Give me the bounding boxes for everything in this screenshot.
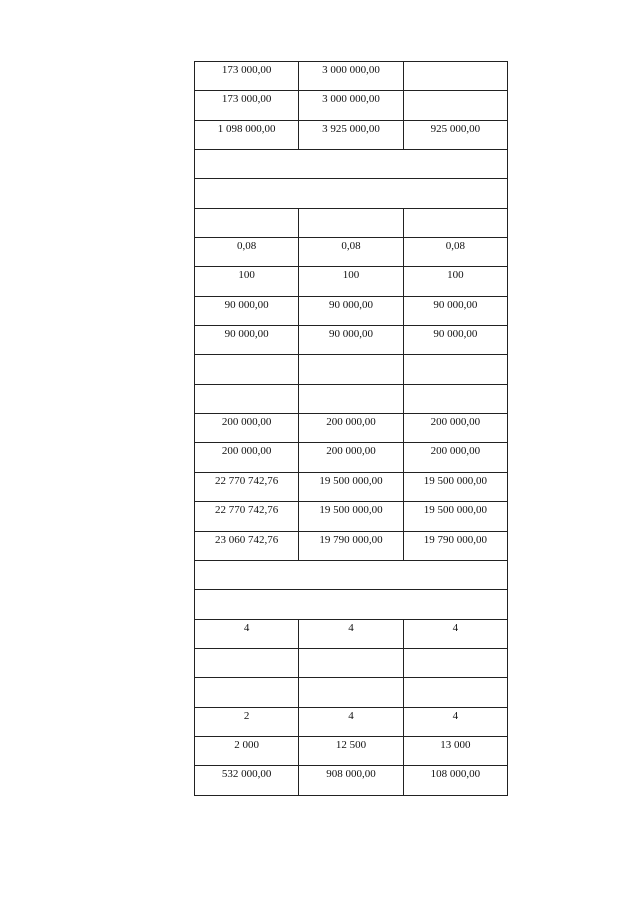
table-cell: 2 000 [195,736,299,765]
table-row [195,736,508,765]
table-row [195,560,508,589]
table-cell: 200 000,00 [299,443,403,472]
table-cell: 22 770 742,76 [195,502,299,531]
table-row [195,91,508,120]
table-cell: 22 770 742,76 [195,472,299,501]
table-row [195,238,508,267]
table-row [195,502,508,531]
table-row [195,355,508,384]
merged-cell [195,179,508,208]
table-row [195,766,508,795]
merged-cell [195,150,508,179]
table-cell: 4 [403,707,507,736]
data-table [194,61,508,796]
table-cell [299,648,403,677]
table-cell: 200 000,00 [403,443,507,472]
table-row [195,648,508,677]
table-cell: 12 500 [299,736,403,765]
table-cell: 19 790 000,00 [403,531,507,560]
table-row [195,443,508,472]
table-row [195,150,508,179]
table-row [195,414,508,443]
table-cell: 0,08 [195,238,299,267]
table-cell: 1 098 000,00 [195,120,299,149]
merged-cell [195,590,508,619]
table-cell [403,91,507,120]
table-cell: 0,08 [299,238,403,267]
table-cell [195,384,299,413]
table-row [195,267,508,296]
table-row [195,707,508,736]
table-row [195,531,508,560]
table-cell: 925 000,00 [403,120,507,149]
table-row [195,179,508,208]
table-row [195,619,508,648]
table-cell [403,208,507,237]
table-cell [403,648,507,677]
table-cell: 4 [299,707,403,736]
table-cell: 3 925 000,00 [299,120,403,149]
table-cell: 100 [299,267,403,296]
table-cell [403,384,507,413]
table-row [195,296,508,325]
table-cell: 4 [403,619,507,648]
table-cell [403,62,507,91]
table-row [195,120,508,149]
table-cell [299,384,403,413]
table-cell: 19 500 000,00 [403,472,507,501]
table-cell [195,648,299,677]
table-cell: 90 000,00 [299,296,403,325]
table-cell: 200 000,00 [299,414,403,443]
table-cell: 200 000,00 [403,414,507,443]
table-cell [195,678,299,707]
table-row [195,62,508,91]
table-cell: 23 060 742,76 [195,531,299,560]
table-cell: 4 [195,619,299,648]
table-cell: 19 500 000,00 [299,472,403,501]
table-cell: 173 000,00 [195,62,299,91]
table-cell [195,355,299,384]
table-cell [403,678,507,707]
table-cell: 13 000 [403,736,507,765]
table-cell: 90 000,00 [403,296,507,325]
table-cell [195,208,299,237]
merged-cell [195,560,508,589]
table-cell [403,355,507,384]
table-cell: 90 000,00 [195,326,299,355]
table-cell [299,678,403,707]
table-cell: 100 [403,267,507,296]
table-cell: 173 000,00 [195,91,299,120]
table-row [195,472,508,501]
table-cell: 19 790 000,00 [299,531,403,560]
table-cell: 90 000,00 [195,296,299,325]
table-cell: 200 000,00 [195,443,299,472]
table-cell: 532 000,00 [195,766,299,795]
table-cell: 908 000,00 [299,766,403,795]
table-cell: 90 000,00 [403,326,507,355]
table-row [195,326,508,355]
table-body [195,62,508,796]
table-row [195,384,508,413]
table-cell: 19 500 000,00 [299,502,403,531]
table-cell: 2 [195,707,299,736]
table-cell [299,208,403,237]
table-row [195,678,508,707]
table-cell: 108 000,00 [403,766,507,795]
table-cell: 90 000,00 [299,326,403,355]
table-row [195,208,508,237]
table-cell: 4 [299,619,403,648]
table-cell [299,355,403,384]
table-row [195,590,508,619]
table-cell: 200 000,00 [195,414,299,443]
table-cell: 100 [195,267,299,296]
table-cell: 0,08 [403,238,507,267]
table-cell: 3 000 000,00 [299,62,403,91]
table-cell: 19 500 000,00 [403,502,507,531]
table-cell: 3 000 000,00 [299,91,403,120]
